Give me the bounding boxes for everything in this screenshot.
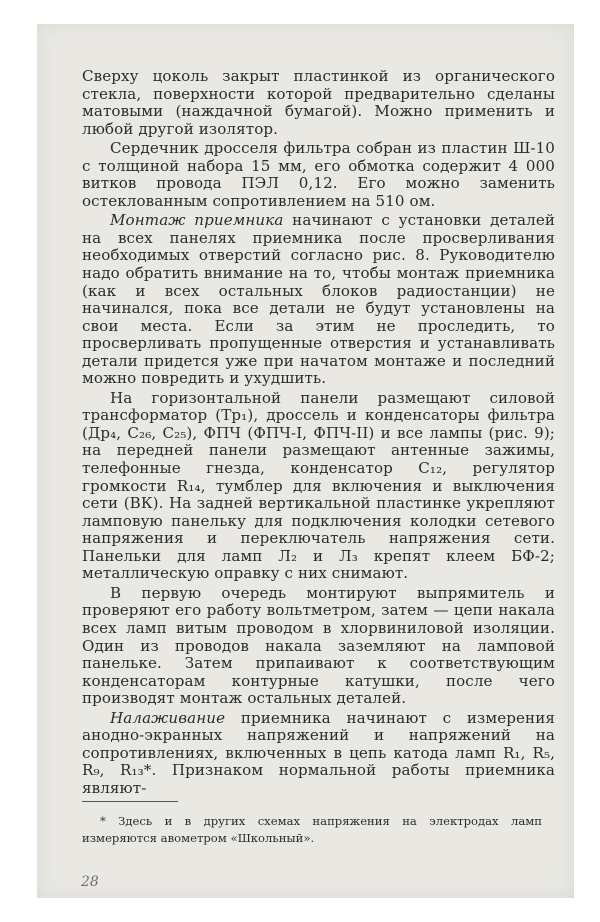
book-page bbox=[37, 24, 574, 898]
footnote-divider bbox=[82, 801, 178, 802]
footnote: * Здесь и в других схемах напряжения на электродах ламп измеряются авометром «Школьный». bbox=[82, 814, 542, 845]
paragraph-4: На горизонтальной панели размещают силовой трансформатор (Tp₁), дроссель и конденсаторы фильтра (Др₄, C₂₆, C₂₅), ФПЧ (ФПЧ-I, ФПЧ-II) и все лампы (рис. 9); на передней панели размещают антенные зажимы, телефонные гнезда, конденсатор C₁₂, регулятор громкости R₁₄, тумблер для включения и выключения сети (ВК). На задней вертикальной пластинке укрепляют ламповую панельку для подключения колодки сетевого напряжения и переключатель напряжения сети. Панельки для ламп Л₂ и Л₃ крепят клеем БФ-2; металлическую оправку с них снимают. bbox=[82, 388, 555, 583]
section-lead-tuning: Налаживание bbox=[110, 708, 226, 727]
paragraph-1: Сверху цоколь закрыт пластинкой из органического стекла, поверхности которой предварительно сделаны матовыми (наждачной бумагой). Можно применить и любой другой изолятор. bbox=[82, 67, 555, 138]
paragraph-2: Сердечник дросселя фильтра собран из пластин Ш-10 с толщиной набора 15 мм, его обмотка содержит 4 000 витков провода ПЭЛ 0,12. Его можно заменить остеклованным сопротивлением на 510 ом. bbox=[82, 139, 555, 210]
body-text bbox=[82, 68, 555, 799]
paragraph-6: Налаживание приемника начинают с измерения анодно-экранных напряжений и напряжений на сопротивлениях, включенных в цепь катода ламп R₁, R₅, R₉, R₁₃*. Признаком нормальной работы приемника являют- bbox=[82, 708, 555, 797]
paragraph-3: Монтаж приемника начинают с установки деталей на всех панелях приемника после просверливания необходимых отверстий согласно рис. 8. Руководителю надо обратить внимание на то, чтобы монтаж приемника (как и всех остальных блоков радиостанции) не начинался, пока все детали не будут установлены на свои места. Если за этим не проследить, то просверливать пропущенные отверстия и устанавливать детали придется уже при начатом монтаже и последний можно повредить и ухудшить. bbox=[82, 211, 556, 388]
section-lead-mounting: Монтаж приемника bbox=[110, 211, 284, 230]
paragraph-5: В первую очередь монтируют выпрямитель и проверяют его работу вольтметром, затем — цепи накала всех ламп витым проводом в хлорвиниловой изоляции. Один из проводов накала заземляют на ламповой панельке. Затем припаивают к соответствующим конденсаторам контурные катушки, после чего производят монтаж остальных деталей. bbox=[82, 583, 555, 708]
page-number: 28 bbox=[81, 874, 99, 890]
